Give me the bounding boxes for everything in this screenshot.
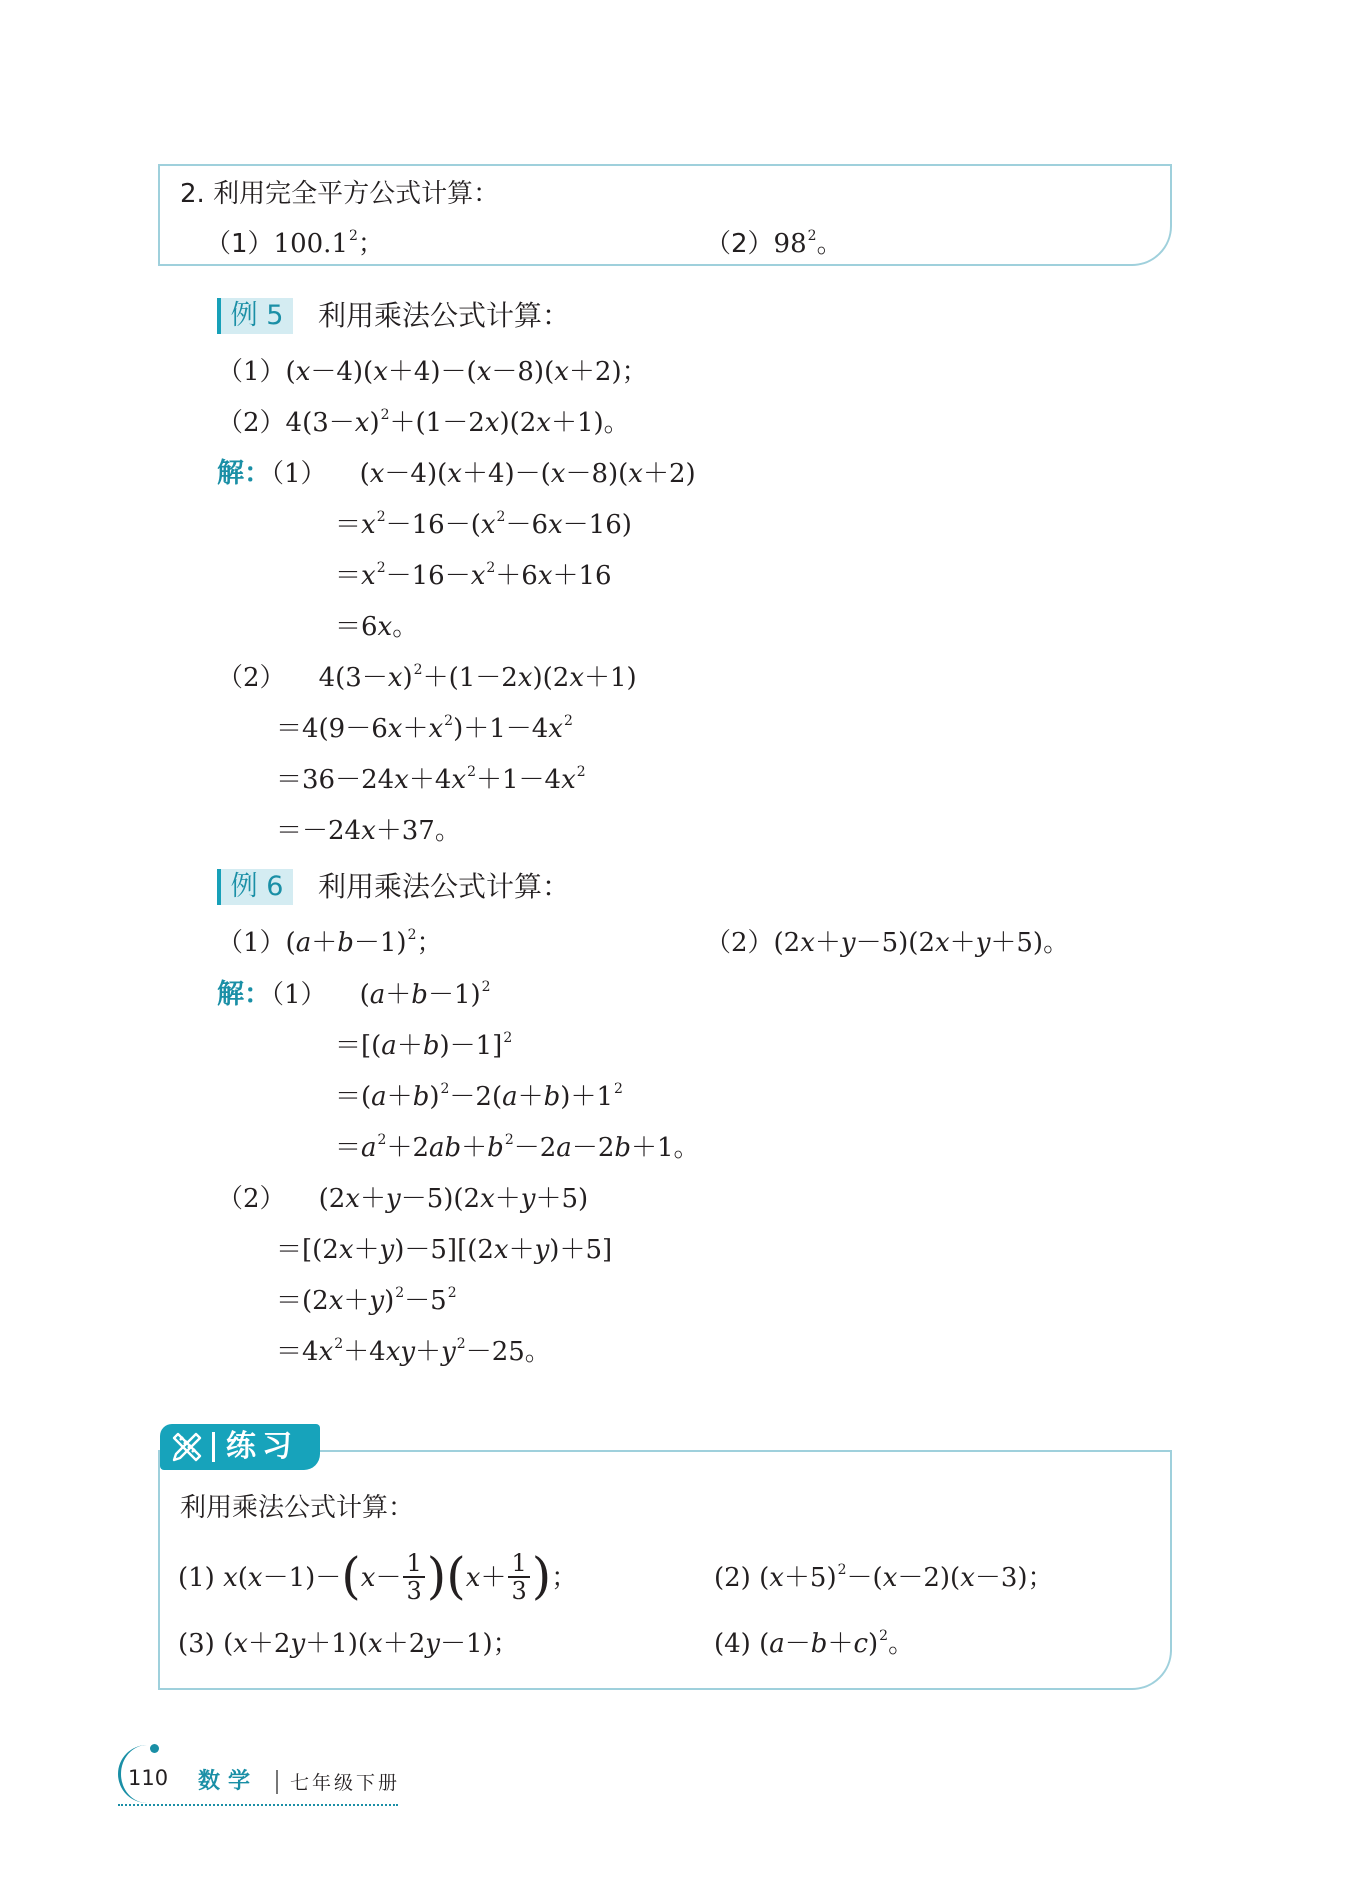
example-6-solution-2-line-4: $=4x^2+4xy+y^2-25$。 — [276, 1336, 551, 1367]
example-6-solution-2-line-3: $=(2x+y)^2-5^2$ — [276, 1285, 457, 1316]
example-6-solution-1-line-2: $=[(a+b)-1]^2$ — [335, 1030, 513, 1061]
example-6-solution-1-line-3: $=(a+b)^2-2(a+b)+1^2$ — [335, 1081, 623, 1112]
solution-label: 解： — [217, 979, 271, 1010]
footer-dotted-line — [118, 1804, 398, 1806]
example-5-solution-2-line-2: $=4(9-6x+x^2)+1-4x^2$ — [276, 713, 573, 744]
example-6-solution-2-line-1: （2） (2x＋y－5)(2x＋y＋5) — [217, 1184, 589, 1214]
exercise-title: 利用乘法公式计算： — [180, 1493, 415, 1523]
solution-label: 解： — [217, 458, 271, 489]
example-6-solution-2-line-2: ＝[(2x＋y)－5][(2x＋y)＋5] — [276, 1235, 613, 1265]
example-6-solution-1-line-4: $=a^2+2ab+b^2-2a-2b+1$。 — [335, 1132, 700, 1163]
exercise-item-3: (3) (x＋2y＋1)(x＋2y－1)； — [178, 1629, 519, 1659]
example-6-problem-2: （2）(2x＋y－5)(2x＋y＋5)。 — [705, 928, 1070, 958]
example-5-solution-2-line-1: （2） $4(3-x)^2+(1-2x)(2x+1)$ — [217, 662, 637, 693]
footer-subject: 数学 — [198, 1769, 259, 1794]
example-5-solution-1-line-2: $=x^2-16-(x^2-6x-16)$ — [335, 509, 632, 540]
exercise-banner-label: 练习 — [226, 1429, 298, 1464]
example-6-solution-1-line-1: 解：（1） $(a+b-1)^2$ — [217, 979, 491, 1010]
pencil-ruler-icon — [170, 1430, 204, 1464]
example-5-title: 利用乘法公式计算： — [318, 299, 571, 332]
example-5-solution-1-line-1: 解：（1） (x－4)(x＋4)－(x－8)(x＋2) — [217, 458, 696, 489]
exercise-item-4: (4) $(a-b+c)^2$。 — [714, 1628, 915, 1659]
page-number: 110 — [128, 1766, 169, 1790]
exercise-item-2: (2) $(x+5)^2-(x-2)(x-3)$； — [714, 1562, 1054, 1593]
example-5-solution-1-line-3: $=x^2-16-x^2+6x+16$ — [335, 560, 612, 591]
example-5-solution-2-line-4: ＝－24x＋37。 — [276, 816, 461, 846]
practice-top-item-1: （1）100.1$^2$； — [205, 228, 384, 259]
example-5-solution-1-line-4: ＝6x。 — [335, 612, 419, 642]
example-6-problem-1: $(1)(a+b-1)^2$； — [217, 927, 443, 958]
footer-separator — [276, 1770, 278, 1794]
example-5-problem-1: （1）(x－4)(x＋4)－(x－8)(x＋2)； — [217, 357, 648, 387]
example-5-problem-2: $(2)4(3-x)^2+(1-2x)(2x+1)$。 — [217, 407, 630, 438]
example-5-tag: 例 5 — [217, 298, 293, 334]
practice-top-title: 2. 利用完全平方公式计算： — [180, 179, 500, 209]
exercise-item-1: (1) x(x－1)－(x－ $\frac{1}{3}$ )(x＋ $\frac{1}{3}$ )； — [178, 1547, 578, 1605]
example-5-solution-2-line-3: $=36-24x+4x^2+1-4x^2$ — [276, 764, 586, 795]
example-6-title: 利用乘法公式计算： — [318, 870, 571, 903]
exercise-banner — [160, 1424, 320, 1470]
footer-grade: 七年级下册 — [290, 1772, 401, 1794]
example-6-tag: 例 6 — [217, 869, 293, 905]
footer-dot — [150, 1744, 159, 1753]
practice-top-item-2: $(2)98^2$。 — [705, 228, 843, 259]
banner-separator — [212, 1432, 215, 1462]
